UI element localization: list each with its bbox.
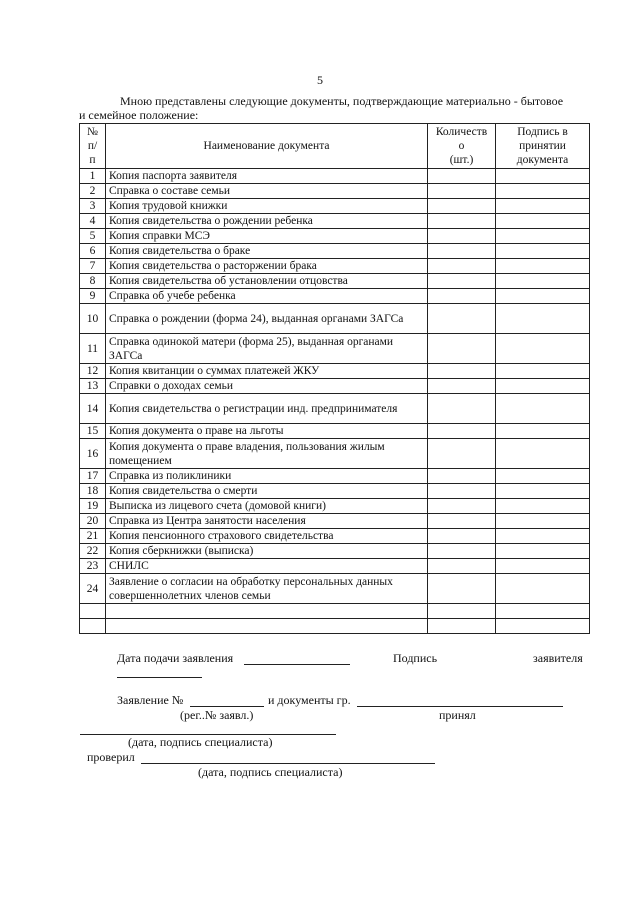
empty-cell bbox=[428, 619, 496, 634]
table-row bbox=[80, 169, 590, 184]
application-number-line[interactable] bbox=[190, 706, 264, 707]
table-row bbox=[80, 514, 590, 529]
empty-cell bbox=[106, 619, 428, 634]
document-name: Заявление о согласии на обработку персональных данных совершеннолетних членов семьи bbox=[106, 574, 428, 604]
row-number: 7 bbox=[80, 259, 106, 274]
document-name: Справка одинокой матери (форма 25), выданная органами ЗАГСа bbox=[106, 334, 428, 364]
table-row bbox=[80, 244, 590, 259]
empty-cell bbox=[80, 604, 106, 619]
document-name: Справка об учебе ребенка bbox=[106, 289, 428, 304]
document-name: Выписка из лицевого счета (домовой книги) bbox=[106, 499, 428, 514]
qty-cell bbox=[428, 379, 496, 394]
table-row bbox=[80, 529, 590, 544]
row-number: 23 bbox=[80, 559, 106, 574]
row-number: 4 bbox=[80, 214, 106, 229]
documents-table bbox=[79, 123, 590, 634]
row-number: 16 bbox=[80, 439, 106, 469]
row-number: 6 bbox=[80, 244, 106, 259]
document-name: Копия свидетельства о рождении ребенка bbox=[106, 214, 428, 229]
header-name: Наименование документа bbox=[106, 124, 428, 169]
sign-cell bbox=[496, 529, 590, 544]
header-sign bbox=[496, 124, 590, 169]
row-number: 12 bbox=[80, 364, 106, 379]
sign-cell bbox=[496, 214, 590, 229]
header-num-line: п bbox=[89, 154, 96, 166]
intro-line-1: Мною представлены следующие документы, подтверждающие материально - бытовое bbox=[120, 94, 564, 108]
sign-cell bbox=[496, 424, 590, 439]
empty-cell bbox=[80, 619, 106, 634]
table-row bbox=[80, 394, 590, 424]
row-number: 14 bbox=[80, 394, 106, 424]
document-name: Справка о составе семьи bbox=[106, 184, 428, 199]
qty-cell bbox=[428, 469, 496, 484]
document-name: Справка из Центра занятости населения bbox=[106, 514, 428, 529]
qty-cell bbox=[428, 544, 496, 559]
table-row bbox=[80, 259, 590, 274]
empty-cell bbox=[496, 619, 590, 634]
sign-cell bbox=[496, 559, 590, 574]
qty-cell bbox=[428, 229, 496, 244]
row-number: 5 bbox=[80, 229, 106, 244]
sign-cell bbox=[496, 304, 590, 334]
header-num-line: п/ bbox=[87, 140, 98, 152]
header-qty bbox=[428, 124, 496, 169]
document-name: Копия документа о праве на льготы bbox=[106, 424, 428, 439]
table-row bbox=[80, 544, 590, 559]
table-row bbox=[80, 424, 590, 439]
row-number: 11 bbox=[80, 334, 106, 364]
table-row bbox=[80, 304, 590, 334]
table-row bbox=[80, 214, 590, 229]
document-name: Копия свидетельства о браке bbox=[106, 244, 428, 259]
page-number: 5 bbox=[317, 73, 323, 87]
reg-number-hint: (рег..№ заявл.) bbox=[180, 708, 254, 722]
document-name: Копия квитанции о суммах платежей ЖКУ bbox=[106, 364, 428, 379]
qty-cell bbox=[428, 559, 496, 574]
header-qty-line: (шт.) bbox=[449, 154, 474, 166]
qty-cell bbox=[428, 529, 496, 544]
row-number: 19 bbox=[80, 499, 106, 514]
row-number: 13 bbox=[80, 379, 106, 394]
sign-cell bbox=[496, 439, 590, 469]
checked-by-line[interactable] bbox=[141, 763, 435, 764]
sign-cell bbox=[496, 274, 590, 289]
document-name: Копия свидетельства о смерти bbox=[106, 484, 428, 499]
empty-cell bbox=[106, 604, 428, 619]
sign-cell bbox=[496, 394, 590, 424]
table-row bbox=[80, 484, 590, 499]
qty-cell bbox=[428, 364, 496, 379]
sign-cell bbox=[496, 469, 590, 484]
document-name: СНИЛС bbox=[106, 559, 428, 574]
qty-cell bbox=[428, 199, 496, 214]
empty-cell bbox=[496, 604, 590, 619]
document-name: Копия трудовой книжки bbox=[106, 199, 428, 214]
row-number: 22 bbox=[80, 544, 106, 559]
sign-cell bbox=[496, 289, 590, 304]
date-of-submission-line[interactable] bbox=[244, 664, 350, 665]
qty-cell bbox=[428, 244, 496, 259]
documents-of-label: и документы гр. bbox=[268, 693, 351, 707]
sign-cell bbox=[496, 364, 590, 379]
table-row bbox=[80, 184, 590, 199]
document-name: Копия свидетельства о расторжении брака bbox=[106, 259, 428, 274]
sign-cell bbox=[496, 244, 590, 259]
sign-cell bbox=[496, 574, 590, 604]
document-name: Справка из поликлиники bbox=[106, 469, 428, 484]
accepted-label: принял bbox=[439, 708, 476, 722]
table-header-row bbox=[80, 124, 590, 169]
qty-cell bbox=[428, 214, 496, 229]
sign-cell bbox=[496, 544, 590, 559]
sign-cell bbox=[496, 184, 590, 199]
sign-cell bbox=[496, 514, 590, 529]
row-number: 9 bbox=[80, 289, 106, 304]
sign-cell bbox=[496, 334, 590, 364]
table-row bbox=[80, 439, 590, 469]
row-number: 2 bbox=[80, 184, 106, 199]
table-row bbox=[80, 574, 590, 604]
table-row bbox=[80, 274, 590, 289]
header-qty-line: Количеств bbox=[435, 126, 488, 138]
applicant-signature-line[interactable] bbox=[117, 677, 202, 678]
qty-cell bbox=[428, 334, 496, 364]
qty-cell bbox=[428, 499, 496, 514]
applicant-label: заявителя bbox=[533, 651, 583, 665]
intro-text bbox=[79, 94, 591, 122]
intro-line-2: и семейное положение: bbox=[79, 108, 199, 122]
date-sign-hint-1: (дата, подпись специалиста) bbox=[128, 735, 273, 749]
qty-cell bbox=[428, 394, 496, 424]
table-row bbox=[80, 334, 590, 364]
table-row bbox=[80, 229, 590, 244]
row-number: 20 bbox=[80, 514, 106, 529]
document-name: Копия сберкнижки (выписка) bbox=[106, 544, 428, 559]
table-row bbox=[80, 469, 590, 484]
sign-cell bbox=[496, 199, 590, 214]
row-number: 8 bbox=[80, 274, 106, 289]
header-qty-line: о bbox=[458, 140, 465, 152]
sign-cell bbox=[496, 259, 590, 274]
date-sign-hint-2: (дата, подпись специалиста) bbox=[198, 765, 343, 779]
document-name: Копия документа о праве владения, пользования жилым помещением bbox=[106, 439, 428, 469]
row-number: 18 bbox=[80, 484, 106, 499]
row-number: 21 bbox=[80, 529, 106, 544]
document-name: Копия пенсионного страхового свидетельства bbox=[106, 529, 428, 544]
sign-cell bbox=[496, 169, 590, 184]
qty-cell bbox=[428, 304, 496, 334]
table-row bbox=[80, 289, 590, 304]
qty-cell bbox=[428, 484, 496, 499]
header-sign-line: принятии bbox=[519, 140, 566, 152]
row-number: 3 bbox=[80, 199, 106, 214]
header-sign-line: документа bbox=[516, 154, 569, 166]
table-row bbox=[80, 559, 590, 574]
table-row bbox=[80, 379, 590, 394]
sign-cell bbox=[496, 484, 590, 499]
sign-cell bbox=[496, 499, 590, 514]
qty-cell bbox=[428, 574, 496, 604]
qty-cell bbox=[428, 289, 496, 304]
document-name: Справки о доходах семьи bbox=[106, 379, 428, 394]
sign-cell bbox=[496, 229, 590, 244]
header-num bbox=[80, 124, 106, 169]
sign-cell bbox=[496, 379, 590, 394]
citizen-name-line[interactable] bbox=[357, 706, 563, 707]
row-number: 24 bbox=[80, 574, 106, 604]
signature-label: Подпись bbox=[393, 651, 438, 665]
empty-cell bbox=[428, 604, 496, 619]
document-name: Справка о рождении (форма 24), выданная органами ЗАГСа bbox=[106, 304, 428, 334]
header-sign-line: Подпись в bbox=[517, 126, 568, 138]
row-number: 10 bbox=[80, 304, 106, 334]
row-number: 1 bbox=[80, 169, 106, 184]
row-number: 17 bbox=[80, 469, 106, 484]
document-name: Копия свидетельства об установлении отцовства bbox=[106, 274, 428, 289]
table-row bbox=[80, 499, 590, 514]
table-row bbox=[80, 364, 590, 379]
application-number-label: Заявление № bbox=[117, 693, 184, 707]
table-row bbox=[80, 199, 590, 214]
qty-cell bbox=[428, 514, 496, 529]
qty-cell bbox=[428, 184, 496, 199]
checked-label: проверил bbox=[87, 750, 135, 764]
date-of-submission-label: Дата подачи заявления bbox=[117, 651, 234, 665]
document-name: Копия паспорта заявителя bbox=[106, 169, 428, 184]
document-name: Копия свидетельства о регистрации инд. предпринимателя bbox=[106, 394, 428, 424]
table-row-empty bbox=[80, 604, 590, 619]
qty-cell bbox=[428, 424, 496, 439]
table-row-empty bbox=[80, 619, 590, 634]
qty-cell bbox=[428, 274, 496, 289]
row-number: 15 bbox=[80, 424, 106, 439]
document-name: Копия справки МСЭ bbox=[106, 229, 428, 244]
qty-cell bbox=[428, 439, 496, 469]
qty-cell bbox=[428, 169, 496, 184]
header-num-line: № bbox=[87, 126, 98, 138]
qty-cell bbox=[428, 259, 496, 274]
